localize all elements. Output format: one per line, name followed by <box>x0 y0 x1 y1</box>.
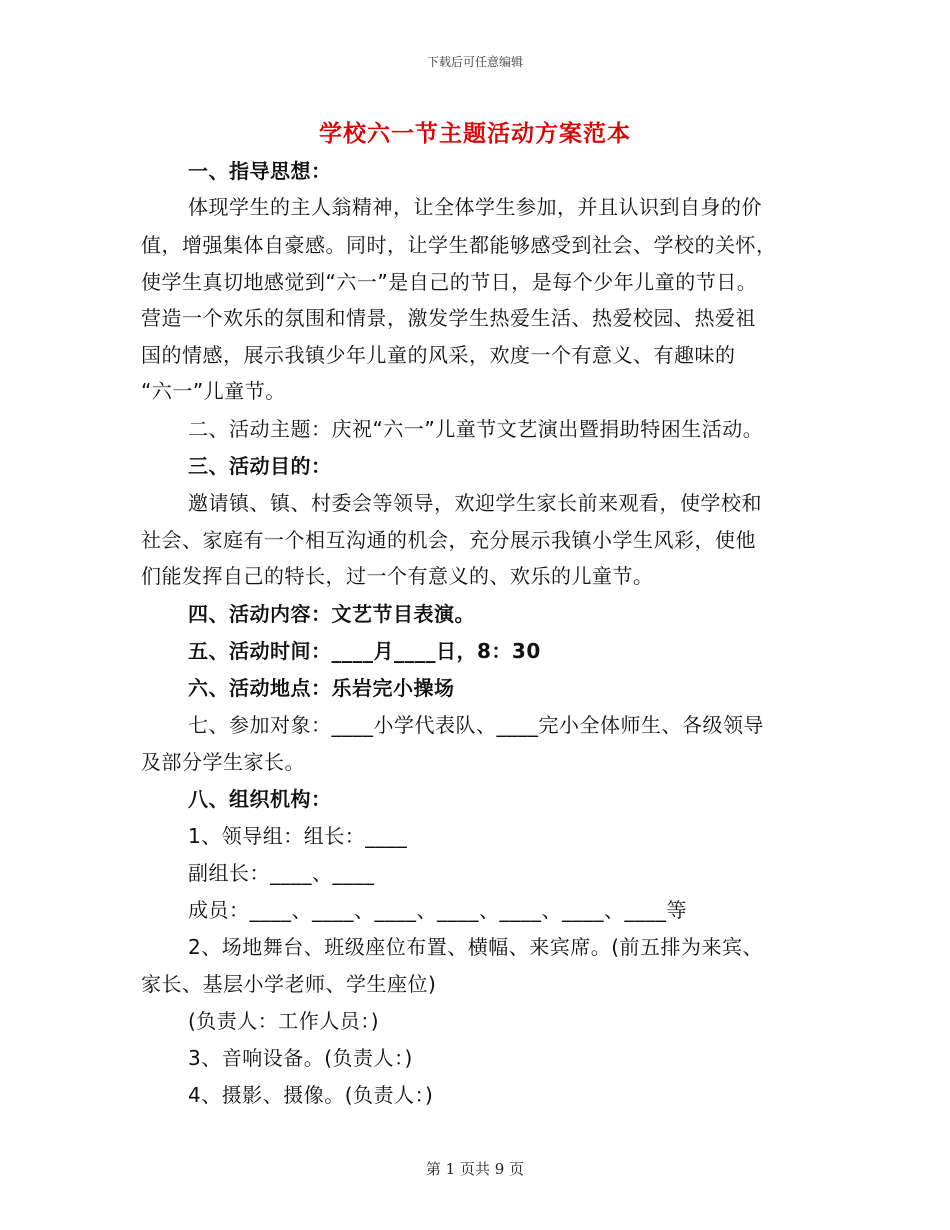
section-activity-content: 四、活动内容：文艺节目表演。 <box>188 602 475 626</box>
section-heading-guiding-ideology: 一、指导思想： <box>188 159 332 183</box>
page-footer-page-number: 第 1 页共 9 页 <box>425 1160 525 1178</box>
paragraph-line: 及部分学生家长。 <box>141 750 305 774</box>
item-audio-equipment: 3、音响设备。(负责人：) <box>188 1046 413 1070</box>
paragraph-line: 们能发挥自己的特长，过一个有意义的、欢乐的儿童节。 <box>141 564 654 588</box>
page-header-note: 下载后可任意编辑 <box>426 55 523 69</box>
paragraph-line: 值，增强集体自豪感。同时，让学生都能够感受到社会、学校的关怀， <box>141 233 777 257</box>
paragraph-line: 家长、基层小学老师、学生座位) <box>141 972 437 996</box>
paragraph-line: 使学生真切地感觉到“六一”是自己的节日，是每个少年儿童的节日。 <box>141 270 758 294</box>
paragraph-line: 社会、家庭有一个相互沟通的机会，充分展示我镇小学生风彩，使他 <box>141 528 756 552</box>
paragraph-line: 营造一个欢乐的氛围和情景，激发学生热爱生活、热爱校园、热爱祖 <box>141 306 756 330</box>
section-heading-activity-purpose: 三、活动目的： <box>188 454 332 478</box>
paragraph-line: 国的情感，展示我镇少年儿童的风采，欢度一个有意义、有趣味的 <box>141 343 736 367</box>
item-venue-stage: 2、场地舞台、班级座位布置、横幅、来宾席。(前五排为来宾、 <box>188 935 764 959</box>
document-title: 学校六一节主题活动方案范本 <box>319 121 631 147</box>
org-members: 成员：____、____、____、____、____、____、____等 <box>188 898 687 922</box>
section-activity-theme: 二、活动主题：庆祝“六一”儿童节文艺演出暨捐助特困生活动。 <box>188 417 764 441</box>
section-heading-organization: 八、组织机构： <box>188 787 332 811</box>
org-leadership-group: 1、领导组：组长：____ <box>188 824 408 848</box>
paragraph-line: “六一”儿童节。 <box>141 379 286 403</box>
org-deputy-leaders: 副组长：____、____ <box>188 861 375 885</box>
section-activity-time: 五、活动时间：____月____日，8：30 <box>188 639 541 663</box>
paragraph-line: 体现学生的主人翁精神，让全体学生参加，并且认识到自身的价 <box>188 195 762 219</box>
paragraph-line: 邀请镇、镇、村委会等领导，欢迎学生家长前来观看，使学校和 <box>188 491 762 515</box>
section-participants: 七、参加对象：____小学代表队、____完小全体师生、各级领导 <box>188 713 764 737</box>
item-responsible-staff: (负责人：工作人员：) <box>188 1009 380 1033</box>
section-activity-location: 六、活动地点：乐岩完小操场 <box>188 676 455 700</box>
item-photography: 4、摄影、摄像。(负责人：) <box>188 1083 434 1107</box>
